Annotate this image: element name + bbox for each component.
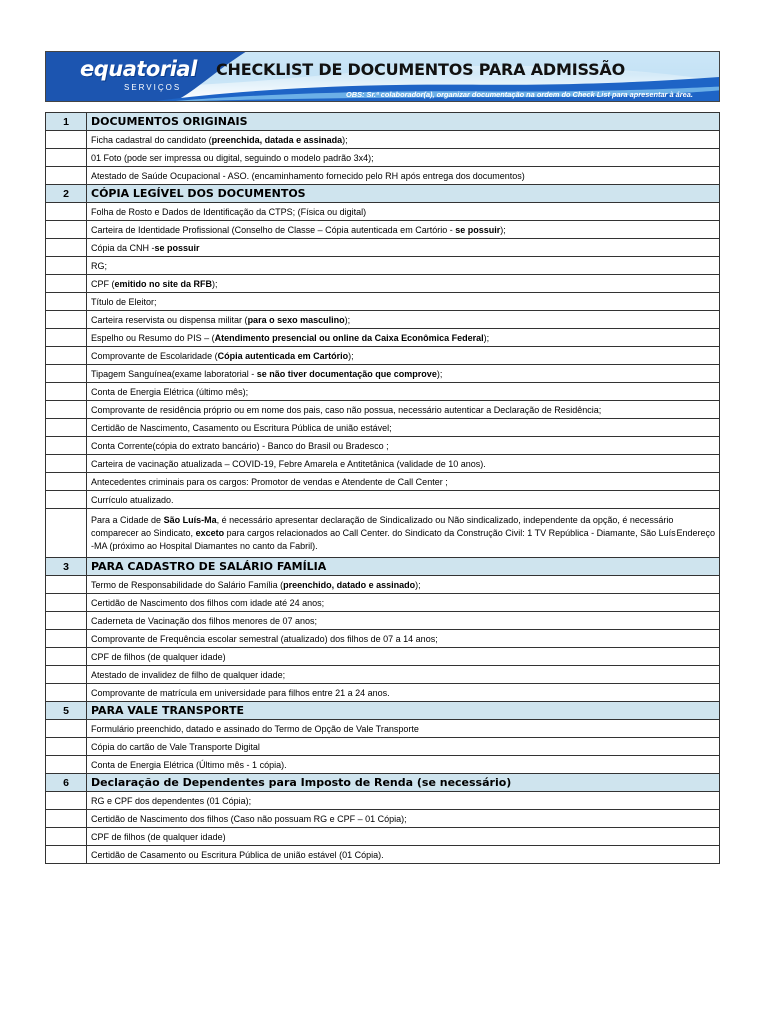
- item-text: Comprovante de residência próprio ou em nome dos pais, caso não possua, necessário autenticar a Declaração de Residência;: [91, 404, 602, 415]
- sindicato-note: [87, 509, 720, 558]
- note-part-p2: , é necessário apresentar declaração de Sindicalizado ou Não sindicalizado, independente da opção, é necessário comparecer ao Sindicato,: [91, 514, 674, 538]
- checklist-item-text: [87, 630, 720, 648]
- checklist-item-row: [46, 293, 720, 311]
- checklist-item-text: [87, 648, 720, 666]
- checklist-sheet: [45, 51, 720, 864]
- logo-wordmark: equatorial: [80, 57, 197, 81]
- checklist-item-row: [46, 221, 720, 239]
- checklist-item-row: [46, 131, 720, 149]
- item-check-cell: [46, 275, 87, 293]
- section-header: [46, 113, 720, 131]
- item-text-after: );: [212, 278, 218, 289]
- page-title: CHECKLIST DE DOCUMENTOS PARA ADMISSÃO: [216, 60, 625, 79]
- item-check-cell: [46, 203, 87, 221]
- item-text: Carteira de Identidade Profissional (Conselho de Classe – Cópia autenticada em Cartório -: [91, 224, 456, 235]
- checklist-item-row: [46, 203, 720, 221]
- item-text: Atestado de invalidez de filho de qualquer idade;: [91, 669, 286, 680]
- checklist-item-text: [87, 239, 720, 257]
- item-check-cell: [46, 311, 87, 329]
- checklist-item-row: [46, 792, 720, 810]
- item-check-cell: [46, 846, 87, 864]
- note-part-b1: São Luís-Ma: [163, 514, 217, 525]
- checklist-item-text: [87, 293, 720, 311]
- item-check-cell: [46, 756, 87, 774]
- item-text: Certidão de Casamento ou Escritura Pública de união estável (01 Cópia).: [91, 849, 384, 860]
- item-check-cell: [46, 365, 87, 383]
- obs-note: OBS: Sr.ª colaborador(a), organizar documentação na ordem do Check List para apresentar à área.: [346, 90, 693, 99]
- checklist-item-text: [87, 257, 720, 275]
- note-part-b2: exceto: [195, 527, 225, 538]
- checklist-item-text: [87, 684, 720, 702]
- section-title: DOCUMENTOS ORIGINAIS: [87, 113, 720, 131]
- section-number: 2: [46, 185, 87, 203]
- checklist-item-text: [87, 419, 720, 437]
- checklist-item-text: [87, 666, 720, 684]
- item-text: Antecedentes criminais para os cargos: Promotor de vendas e Atendente de Call Center ;: [91, 476, 448, 487]
- item-check-cell: [46, 666, 87, 684]
- item-text: Título de Eleitor;: [91, 296, 157, 307]
- checklist-item-text: [87, 720, 720, 738]
- note-part-p3: para cargos relacionados ao Call Center.: [224, 527, 390, 538]
- item-check-cell: [46, 509, 87, 558]
- item-text: Formulário preenchido, datado e assinado do Termo de Opção de Vale Transporte: [91, 723, 419, 734]
- section-number: 1: [46, 113, 87, 131]
- checklist-item-text: [87, 810, 720, 828]
- item-text: Comprovante de matrícula em universidade para filhos entre 21 a 24 anos.: [91, 687, 390, 698]
- item-check-cell: [46, 437, 87, 455]
- checklist-item-row: [46, 576, 720, 594]
- note-part-right: Endereço: [676, 527, 715, 538]
- checklist-item-row: [46, 401, 720, 419]
- checklist-item-text: [87, 365, 720, 383]
- checklist-item-row: [46, 419, 720, 437]
- item-check-cell: [46, 293, 87, 311]
- section-title: CÓPIA LEGÍVEL DOS DOCUMENTOS: [87, 185, 720, 203]
- checklist-item-row: [46, 239, 720, 257]
- item-check-cell: [46, 594, 87, 612]
- item-check-cell: [46, 329, 87, 347]
- checklist-item-row: [46, 167, 720, 185]
- checklist-item-row: [46, 473, 720, 491]
- item-check-cell: [46, 149, 87, 167]
- section-header: [46, 558, 720, 576]
- item-text: Cópia do cartão de Vale Transporte Digital: [91, 741, 260, 752]
- item-text: 01 Foto (pode ser impressa ou digital, seguindo o modelo padrão 3x4);: [91, 152, 374, 163]
- checklist-item-row: [46, 594, 720, 612]
- checklist-table: [45, 112, 720, 864]
- item-text: Certidão de Nascimento dos filhos com idade até 24 anos;: [91, 597, 325, 608]
- item-text-bold: Atendimento presencial ou online da Caixa Econômica Federal: [214, 332, 484, 343]
- checklist-item-row: [46, 648, 720, 666]
- item-text: RG e CPF dos dependentes (01 Cópia);: [91, 795, 252, 806]
- checklist-item-text: [87, 383, 720, 401]
- item-check-cell: [46, 828, 87, 846]
- checklist-item-text: [87, 828, 720, 846]
- checklist-item-row: [46, 329, 720, 347]
- item-check-cell: [46, 491, 87, 509]
- checklist-item-row: [46, 455, 720, 473]
- item-text: CPF de filhos (de qualquer idade): [91, 831, 226, 842]
- item-text: RG;: [91, 260, 108, 271]
- item-text: Conta de Energia Elétrica (Último mês - 1 cópia).: [91, 759, 287, 770]
- item-text: Caderneta de Vacinação dos filhos menores de 07 anos;: [91, 615, 317, 626]
- checklist-item-row: [46, 810, 720, 828]
- item-text-bold: preenchido, datado e assinado: [283, 579, 416, 590]
- item-text-bold: emitido no site da RFB: [114, 278, 213, 289]
- item-check-cell: [46, 419, 87, 437]
- checklist-item-text: [87, 792, 720, 810]
- checklist-item-text: [87, 576, 720, 594]
- item-check-cell: [46, 612, 87, 630]
- item-text-bold: se não tiver documentação que comprove: [256, 368, 437, 379]
- item-check-cell: [46, 684, 87, 702]
- checklist-item-text: [87, 455, 720, 473]
- equatorial-logo: [80, 57, 210, 97]
- checklist-item-row: [46, 738, 720, 756]
- item-text: CPF de filhos (de qualquer idade): [91, 651, 226, 662]
- item-check-cell: [46, 738, 87, 756]
- item-text: Carteira reservista ou dispensa militar (: [91, 314, 248, 325]
- checklist-item-row: [46, 756, 720, 774]
- item-text-bold: se possuir: [455, 224, 501, 235]
- checklist-item-row: [46, 684, 720, 702]
- item-text-after: );: [344, 314, 351, 325]
- item-text: Ficha cadastral do candidato (: [91, 134, 212, 145]
- checklist-item-text: [87, 491, 720, 509]
- item-check-cell: [46, 648, 87, 666]
- item-text: Atestado de Saúde Ocupacional - ASO. (encaminhamento fornecido pelo RH após entrega dos documentos): [91, 170, 525, 181]
- checklist-item-text: [87, 275, 720, 293]
- item-text-bold: preenchida, datada e assinada: [211, 134, 343, 145]
- item-text: Conta de Energia Elétrica (último mês);: [91, 386, 249, 397]
- checklist-item-row: [46, 257, 720, 275]
- item-text: Carteira de vacinação atualizada – COVID-19, Febre Amarela e Antitetânica (validade de 10 anos).: [91, 458, 486, 469]
- item-check-cell: [46, 347, 87, 365]
- checklist-item-text: [87, 203, 720, 221]
- sindicato-note-row: [46, 509, 720, 558]
- item-text-bold: para o sexo masculino: [247, 314, 345, 325]
- item-text: Comprovante de Escolaridade (: [91, 350, 218, 361]
- item-check-cell: [46, 401, 87, 419]
- section-number: 5: [46, 702, 87, 720]
- logo-subtext: SERVIÇOS: [124, 83, 182, 92]
- section-header: [46, 702, 720, 720]
- checklist-item-row: [46, 347, 720, 365]
- checklist-item-text: [87, 846, 720, 864]
- item-text: Certidão de Nascimento, Casamento ou Escritura Pública de união estável;: [91, 422, 392, 433]
- item-text-after: );: [500, 224, 506, 235]
- item-text-after: );: [483, 332, 490, 343]
- item-text-bold: se possuir: [154, 242, 200, 253]
- checklist-item-row: [46, 275, 720, 293]
- checklist-item-row: [46, 828, 720, 846]
- checklist-item-row: [46, 149, 720, 167]
- checklist-item-row: [46, 720, 720, 738]
- item-text-after: );: [436, 368, 443, 379]
- item-check-cell: [46, 221, 87, 239]
- item-text: CPF (: [91, 278, 115, 289]
- checklist-item-text: [87, 311, 720, 329]
- checklist-item-text: [87, 329, 720, 347]
- item-check-cell: [46, 131, 87, 149]
- section-header: [46, 185, 720, 203]
- checklist-item-row: [46, 437, 720, 455]
- checklist-item-text: [87, 756, 720, 774]
- item-check-cell: [46, 473, 87, 491]
- item-check-cell: [46, 720, 87, 738]
- item-text: Tipagem Sanguínea(exame laboratorial -: [91, 368, 257, 379]
- item-text: Conta Corrente(cópia do extrato bancário) - Banco do Brasil ou Bradesco ;: [91, 440, 389, 451]
- checklist-item-row: [46, 846, 720, 864]
- checklist-item-text: [87, 149, 720, 167]
- item-text: Termo de Responsabilidade do Salário Família (: [91, 579, 284, 590]
- checklist-item-text: [87, 131, 720, 149]
- section-header: [46, 774, 720, 792]
- item-text-after: );: [342, 134, 348, 145]
- note-part-p4: do Sindicato da Construção Civil: 1 TV República - Diamante, São Luís -MA (próximo ao Hospital Diamantes no canto da Fabril).: [91, 527, 676, 551]
- item-text-after: );: [415, 579, 421, 590]
- item-text: Folha de Rosto e Dados de Identificação da CTPS; (Física ou digital): [91, 206, 367, 217]
- item-check-cell: [46, 630, 87, 648]
- checklist-item-text: [87, 401, 720, 419]
- checklist-item-row: [46, 365, 720, 383]
- section-title: Declaração de Dependentes para Imposto de Renda (se necessário): [87, 774, 720, 792]
- item-text: Currículo atualizado.: [91, 494, 174, 505]
- item-text-bold: Cópia autenticada em Cartório: [217, 350, 349, 361]
- checklist-item-text: [87, 594, 720, 612]
- checklist-item-text: [87, 473, 720, 491]
- section-number: 3: [46, 558, 87, 576]
- item-text-after: );: [348, 350, 354, 361]
- checklist-item-row: [46, 311, 720, 329]
- checklist-item-row: [46, 612, 720, 630]
- section-title: PARA CADASTRO DE SALÁRIO FAMÍLIA: [87, 558, 720, 576]
- checklist-item-row: [46, 491, 720, 509]
- item-check-cell: [46, 257, 87, 275]
- checklist-item-text: [87, 437, 720, 455]
- item-check-cell: [46, 239, 87, 257]
- item-text: Comprovante de Frequência escolar semestral (atualizado) dos filhos de 07 a 14 anos;: [91, 633, 438, 644]
- section-title: PARA VALE TRANSPORTE: [87, 702, 720, 720]
- item-check-cell: [46, 383, 87, 401]
- checklist-item-text: [87, 221, 720, 239]
- checklist-item-text: [87, 167, 720, 185]
- checklist-item-row: [46, 666, 720, 684]
- item-check-cell: [46, 576, 87, 594]
- checklist-item-text: [87, 347, 720, 365]
- checklist-item-row: [46, 383, 720, 401]
- section-number: 6: [46, 774, 87, 792]
- item-check-cell: [46, 810, 87, 828]
- item-check-cell: [46, 167, 87, 185]
- item-text: Certidão de Nascimento dos filhos (Caso não possuam RG e CPF – 01 Cópia);: [91, 813, 407, 824]
- item-check-cell: [46, 792, 87, 810]
- checklist-item-row: [46, 630, 720, 648]
- item-check-cell: [46, 455, 87, 473]
- header-banner: [45, 51, 720, 102]
- note-part-p1: Para a Cidade de: [91, 514, 164, 525]
- item-text: Cópia da CNH -: [91, 242, 155, 253]
- checklist-item-text: [87, 738, 720, 756]
- item-text: Espelho ou Resumo do PIS – (: [91, 332, 215, 343]
- checklist-item-text: [87, 612, 720, 630]
